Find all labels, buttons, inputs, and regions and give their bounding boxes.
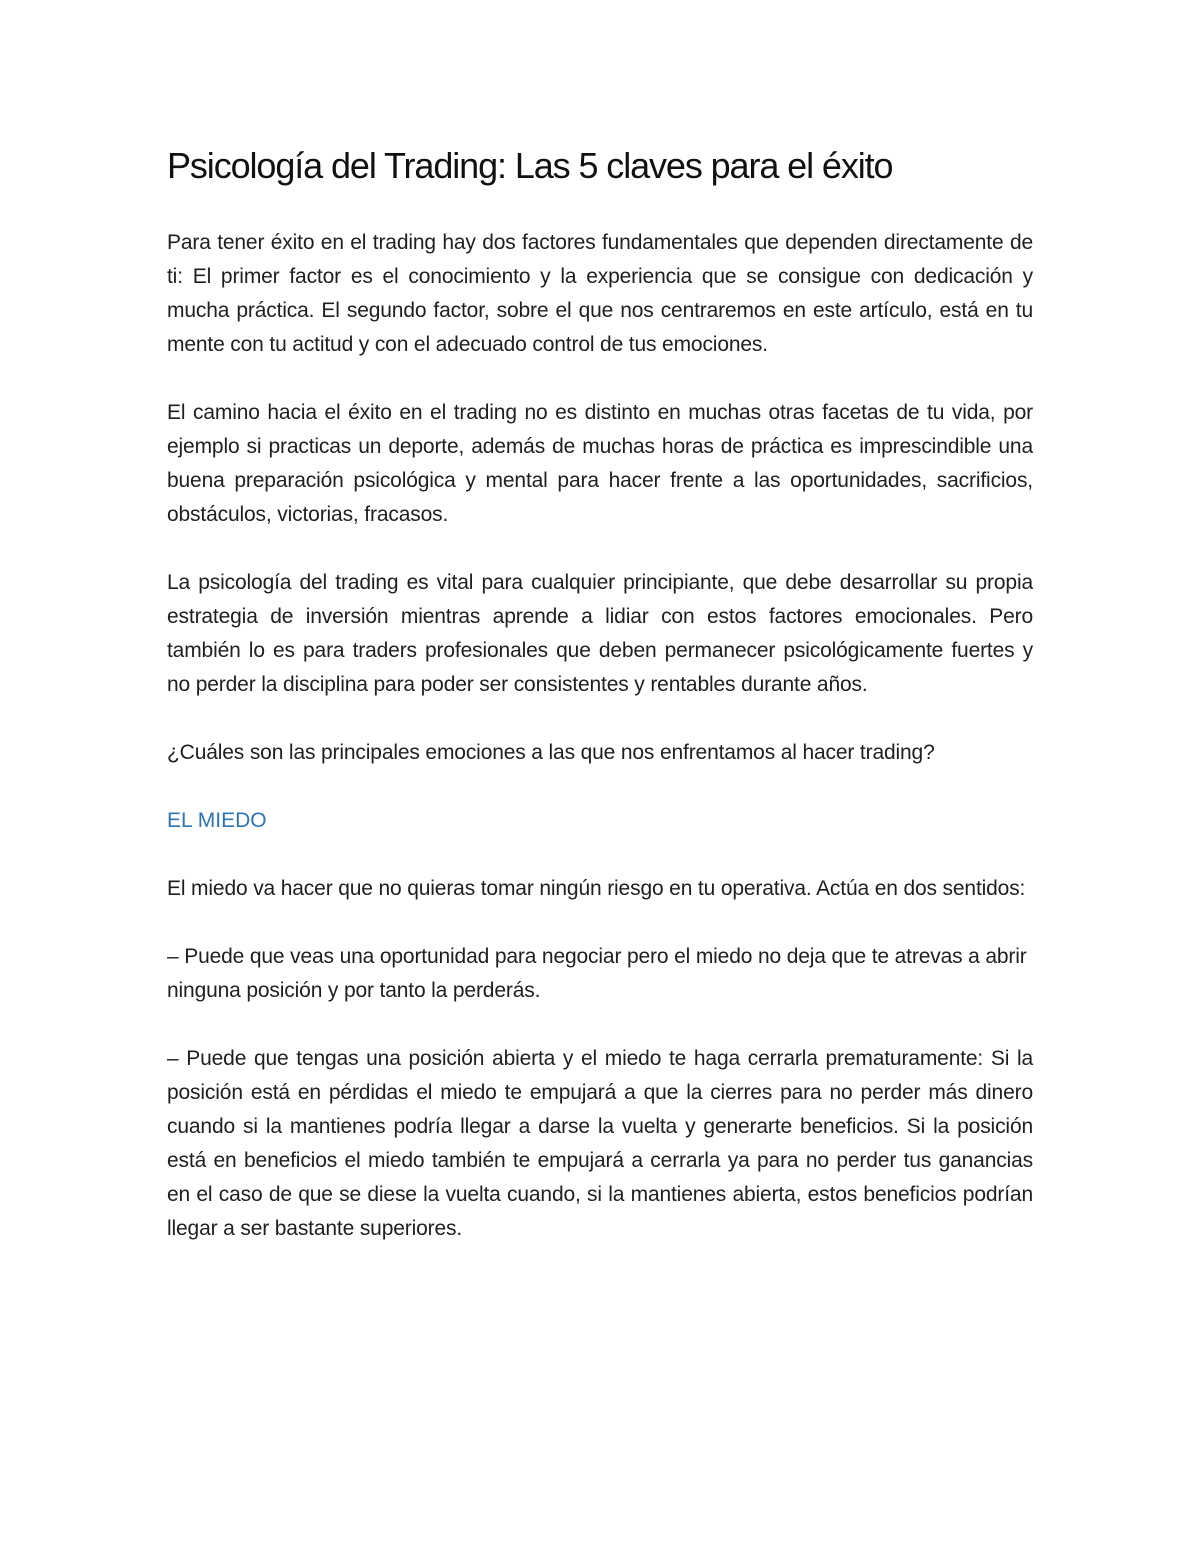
document-title: Psicología del Trading: Las 5 claves para el éxito: [167, 145, 893, 186]
trading-psychology-paragraph: La psicología del trading es vital para cualquier principiante, que debe desarrollar su propia estrategia de inversión mientras aprende a lidiar con estos factores emocionales. Pero también lo es para traders profesionales que deben permanecer psicológicamente fuertes y no perder la disciplina para poder ser consistentes y rentables durante años.: [167, 571, 1033, 696]
section-heading-fear: EL MIEDO: [167, 809, 267, 832]
intro-paragraph: Para tener éxito en el trading hay dos factores fundamentales que dependen directamente de ti: El primer factor es el conocimiento y la experiencia que se consigue con dedicación y mucha práctica. El segundo factor, sobre el que nos centraremos en este artículo, está en tu mente con tu actitud y con el adecuado control de tus emociones.: [167, 231, 1033, 356]
fear-intro-paragraph: El miedo va hacer que no quieras tomar ningún riesgo en tu operativa. Actúa en dos sentidos:: [167, 877, 1026, 900]
fear-point-two: – Puede que tengas una posición abierta y el miedo te haga cerrarla prematuramente: Si la posición está en pérdidas el miedo te empujará a que la cierres para no perder más dinero cuando si la mantienes podría llegar a darse la vuelta y generarte beneficios. Si la posición está en beneficios el miedo también te empujará a cerrarla ya para no perder tus ganancias en el caso de que se diese la vuelta cuando, si la mantienes abierta, estos beneficios podrían llegar a ser bastante superiores.: [167, 1047, 1033, 1240]
emotions-question-paragraph: ¿Cuáles son las principales emociones a las que nos enfrentamos al hacer trading?: [167, 741, 935, 764]
fear-point-one: – Puede que veas una oportunidad para negociar pero el miedo no deja que te atrevas a abrir ninguna posición y por tanto la perderás.: [167, 945, 1027, 1002]
path-to-success-paragraph: El camino hacia el éxito en el trading no es distinto en muchas otras facetas de tu vida, por ejemplo si practicas un deporte, además de muchas horas de práctica es imprescindible una buena preparación psicológica y mental para hacer frente a las oportunidades, sacrificios, obstáculos, victorias, fracasos.: [167, 401, 1033, 526]
document-body: [167, 140, 1033, 1280]
